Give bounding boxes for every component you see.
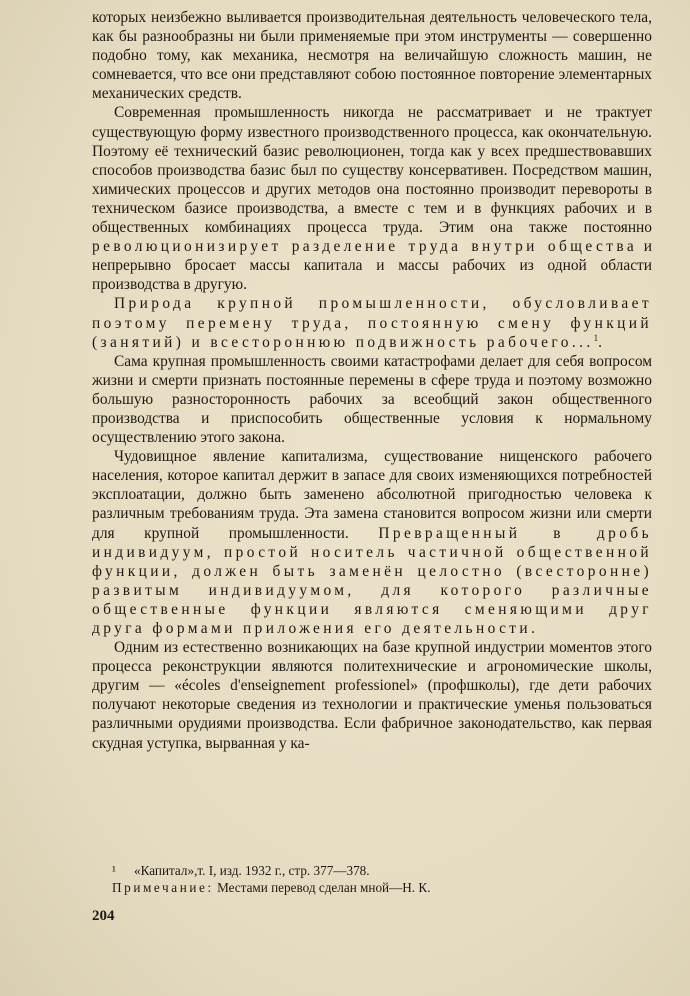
footnote-1: [112, 862, 652, 879]
paragraph: [92, 294, 652, 351]
paragraph-text: .: [598, 333, 602, 351]
paragraph: Сама крупная промышленность своими катастрофами делает для себя вопросом жизни и смерти признать постоянные перемены в сфере труда и поэтому возможно большую разносторонность рабочих за всеобщий закон общественного производства и приспособить общественные условия к нормальному осуществлению этого закона.: [92, 352, 652, 447]
footnotes: [112, 862, 652, 896]
note-label: Примечание:: [112, 880, 214, 895]
footnote-mark: ¹: [112, 863, 116, 878]
translator-note: [112, 879, 652, 896]
paragraph-text: и непрерывно бросает массы капитала и массы рабочих из одной области производства в другую.: [92, 238, 652, 294]
footnote-text: «Капитал»,т. I, изд. 1932 г., стр. 377—378.: [134, 863, 370, 878]
paragraph: Одним из естественно возникающих на базе крупной индустрии моментов этого процесса реконструкции являются политехнические и агрономические школы, другим — «écoles d'enseignement professionel» (профшколы), где дети рабочих получают некоторые сведения из технологии и практические уменья пользоваться различными орудиями производства. Если фабричное законодательство, как первая скудная уступка, вырванная у ка-: [92, 639, 652, 752]
note-text: Местами перевод сделан мной—Н. К.: [217, 880, 431, 895]
spaced-emphasis: Природа крупной промышленности, обусловливает поэтому перемену труда, постоянную смену функций (занятий) и всестороннюю подвижность рабочего...: [92, 295, 652, 351]
paragraph: [92, 447, 652, 638]
spaced-emphasis: Превращенный в дробь индивидуум, простой носитель частичной общественной функции, должен быть заменён целостно (всесторонне) развитым индивидуумом, для которого различные общественные функции являются сменяющими друг друга формами приложения его деятельности.: [92, 524, 653, 637]
page-number: 204: [92, 908, 115, 924]
paragraph: которых неизбежно выливается производительная деятельность человеческого тела, как бы разнообразны ни были применяемые при этом инструменты — совершенно подобно тому, как механика, несмотря на величайшую сложность машин, не сомневается, что все они представляют собою постоянное повторение элементарных механических средств.: [92, 9, 652, 103]
footnote-ref: 1: [593, 332, 599, 343]
paragraph-text: Чудовищное явление капитализма, существование нищенского рабочего населения, которое капитал держит в запасе для своих изменяющихся потребностей эксплоатации, должно быть заменено абсолютной пригодностью человека к различным требованиям труда. Эта замена становится вопросом жизни или смерти для крупной промышленности.: [92, 448, 652, 542]
spaced-emphasis: революционизирует разделение труда внутри общества: [92, 238, 638, 256]
paragraph: [92, 103, 652, 294]
paragraph-text: Современная промышленность никогда не рассматривает и не трактует существующую форму известного производственного процесса, как окончательную. Поэтому её технический базис революционен, тогда как у всех предшествовавших способов производства базис был по существу консервативен. Посредством машин, химических процессов и других методов она постоянно производит перевороты в техническом базисе производства, а вместе с тем и в функциях рабочих и в общественных комбинациях процесса труда. Этим она также постоянно: [92, 104, 652, 237]
body-text: [92, 8, 652, 753]
